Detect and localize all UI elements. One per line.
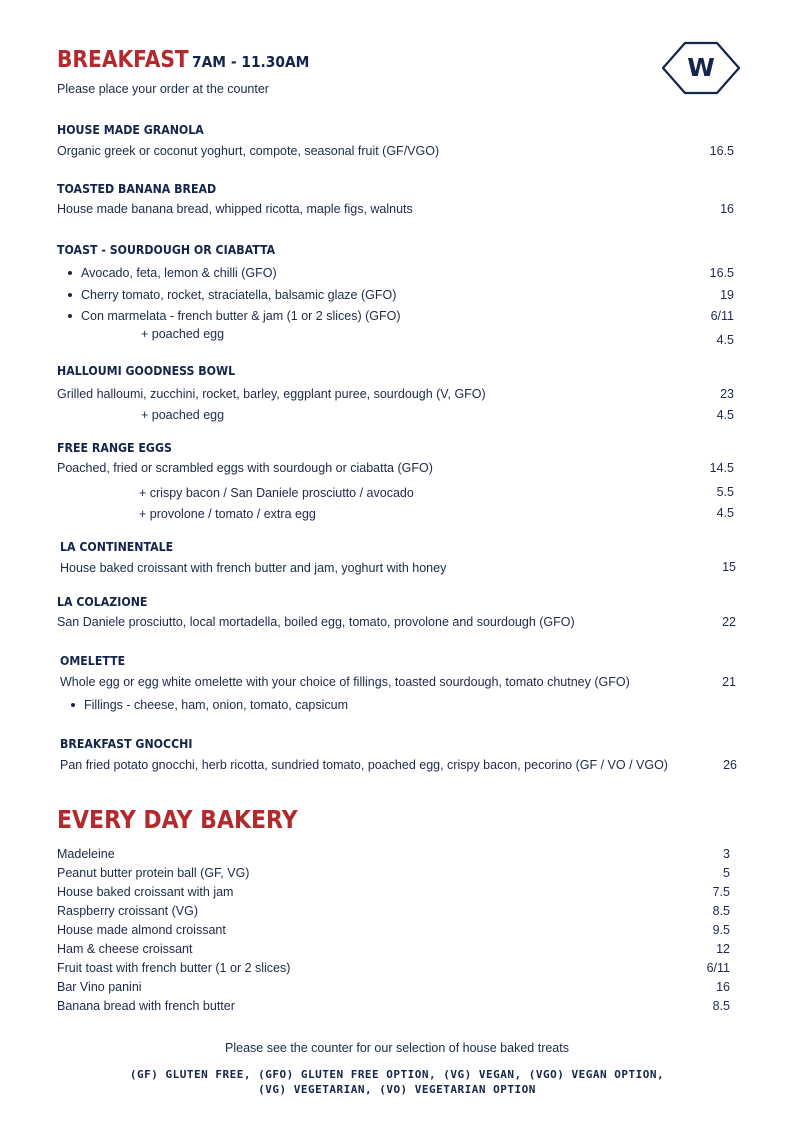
section-title-eggs: FREE RANGE EGGS bbox=[57, 440, 172, 455]
addon-desc-toast: + poached egg bbox=[141, 327, 225, 341]
item-desc-granola: Organic greek or coconut yoghurt, compote, seasonal fruit (GF/VGO) bbox=[57, 144, 440, 158]
bakery-item-price: 16 bbox=[716, 980, 730, 994]
list-item bbox=[71, 698, 348, 712]
bakery-item-price: 7.5 bbox=[712, 885, 730, 899]
addon-desc-eggs-1: + crispy bacon / San Daniele prosciutto / avocado bbox=[139, 486, 414, 500]
section-title-gnocchi: BREAKFAST GNOCCHI bbox=[60, 736, 193, 751]
addon-price-halloumi: 4.5 bbox=[716, 408, 734, 422]
bakery-item-name: Bar Vino panini bbox=[57, 980, 142, 994]
item-price: 16.5 bbox=[709, 266, 734, 280]
list-item bbox=[68, 266, 277, 280]
item-price-continentale: 15 bbox=[722, 560, 736, 574]
section-title-halloumi: HALLOUMI GOODNESS BOWL bbox=[57, 363, 236, 378]
list-item bbox=[57, 866, 730, 885]
bakery-item-name: Ham & cheese croissant bbox=[57, 942, 193, 956]
item-desc-banana-bread: House made banana bread, whipped ricotta, maple figs, walnuts bbox=[57, 202, 413, 216]
item-desc-colazione: San Daniele prosciutto, local mortadella, boiled egg, tomato, provolone and sourdough (GFO) bbox=[57, 615, 575, 629]
list-item bbox=[57, 942, 730, 961]
order-instructions: Please place your order at the counter bbox=[57, 82, 269, 96]
bakery-item-name: Raspberry croissant (VG) bbox=[57, 904, 199, 918]
addon-price-eggs-2: 4.5 bbox=[716, 506, 734, 520]
bakery-item-price: 8.5 bbox=[712, 999, 730, 1013]
addon-price-toast: 4.5 bbox=[716, 333, 734, 347]
list-item bbox=[57, 904, 730, 923]
breakfast-hours: 7AM - 11.30AM bbox=[192, 53, 310, 71]
list-item bbox=[68, 288, 396, 302]
bakery-item-price: 6/11 bbox=[706, 961, 730, 975]
bakery-item-name: Madeleine bbox=[57, 847, 115, 861]
item-price: 19 bbox=[720, 288, 734, 302]
section-title-toast: TOAST - SOURDOUGH OR CIABATTA bbox=[57, 242, 276, 257]
item-desc-continentale: House baked croissant with french butter and jam, yoghurt with honey bbox=[60, 561, 447, 575]
dietary-legend-line-2: (VG) VEGETARIAN, (VO) VEGETARIAN OPTION bbox=[258, 1083, 536, 1096]
bakery-item-price: 9.5 bbox=[712, 923, 730, 937]
list-item bbox=[57, 961, 730, 980]
bakery-item-price: 8.5 bbox=[712, 904, 730, 918]
section-title-banana-bread: TOASTED BANANA BREAD bbox=[57, 181, 217, 196]
section-title-continentale: LA CONTINENTALE bbox=[60, 539, 174, 554]
item-desc: Avocado, feta, lemon & chilli (GFO) bbox=[81, 266, 277, 280]
fillings-desc: Fillings - cheese, ham, onion, tomato, capsicum bbox=[84, 698, 349, 712]
item-desc: Con marmelata - french butter & jam (1 or 2 slices) (GFO) bbox=[81, 309, 401, 323]
bakery-item-name: House baked croissant with jam bbox=[57, 885, 234, 899]
list-item bbox=[57, 999, 730, 1018]
item-desc: Cherry tomato, rocket, straciatella, balsamic glaze (GFO) bbox=[81, 288, 397, 302]
logo-letter: W bbox=[687, 53, 715, 82]
item-desc-omelette: Whole egg or egg white omelette with your choice of fillings, toasted sourdough, tomato chutney (GFO) bbox=[60, 675, 630, 689]
item-desc-eggs: Poached, fried or scrambled eggs with sourdough or ciabatta (GFO) bbox=[57, 461, 433, 475]
logo bbox=[660, 40, 742, 96]
addon-desc-halloumi: + poached egg bbox=[141, 408, 225, 422]
bakery-item-name: House made almond croissant bbox=[57, 923, 226, 937]
bakery-item-price: 3 bbox=[723, 847, 730, 861]
item-price: 6/11 bbox=[710, 309, 734, 323]
footer-note: Please see the counter for our selection of house baked treats bbox=[225, 1041, 569, 1055]
item-price-banana-bread: 16 bbox=[720, 202, 734, 216]
list-item bbox=[57, 847, 730, 866]
section-title-omelette: OMELETTE bbox=[60, 653, 126, 668]
bakery-item-name: Banana bread with french butter bbox=[57, 999, 235, 1013]
bakery-item-price: 5 bbox=[723, 866, 730, 880]
list-item bbox=[57, 923, 730, 942]
list-item bbox=[57, 980, 730, 999]
bakery-item-price: 12 bbox=[716, 942, 730, 956]
item-price-omelette: 21 bbox=[722, 675, 736, 689]
item-price-gnocchi: 26 bbox=[723, 758, 737, 772]
bakery-item-name: Fruit toast with french butter (1 or 2 slices) bbox=[57, 961, 291, 975]
item-desc-halloumi: Grilled halloumi, zucchini, rocket, barley, eggplant puree, sourdough (V, GFO) bbox=[57, 387, 486, 401]
item-price-eggs: 14.5 bbox=[709, 461, 734, 475]
bakery-title: EVERY DAY BAKERY bbox=[57, 805, 298, 834]
list-item bbox=[68, 309, 401, 323]
bakery-item-name: Peanut butter protein ball (GF, VG) bbox=[57, 866, 250, 880]
item-price-colazione: 22 bbox=[722, 615, 736, 629]
section-title-colazione: LA COLAZIONE bbox=[57, 594, 148, 609]
item-price-granola: 16.5 bbox=[709, 144, 734, 158]
section-title-granola: HOUSE MADE GRANOLA bbox=[57, 122, 204, 137]
item-price-halloumi: 23 bbox=[720, 387, 734, 401]
addon-desc-eggs-2: + provolone / tomato / extra egg bbox=[139, 507, 316, 521]
list-item bbox=[57, 885, 730, 904]
item-desc-gnocchi: Pan fried potato gnocchi, herb ricotta, sundried tomato, poached egg, crispy bacon, pecorino (GF / VO / VGO) bbox=[60, 758, 668, 772]
dietary-legend-line-1: (GF) GLUTEN FREE, (GFO) GLUTEN FREE OPTION, (VG) VEGAN, (VGO) VEGAN OPTION, bbox=[129, 1068, 665, 1081]
addon-price-eggs-1: 5.5 bbox=[716, 485, 734, 499]
breakfast-title: BREAKFAST bbox=[57, 47, 189, 73]
